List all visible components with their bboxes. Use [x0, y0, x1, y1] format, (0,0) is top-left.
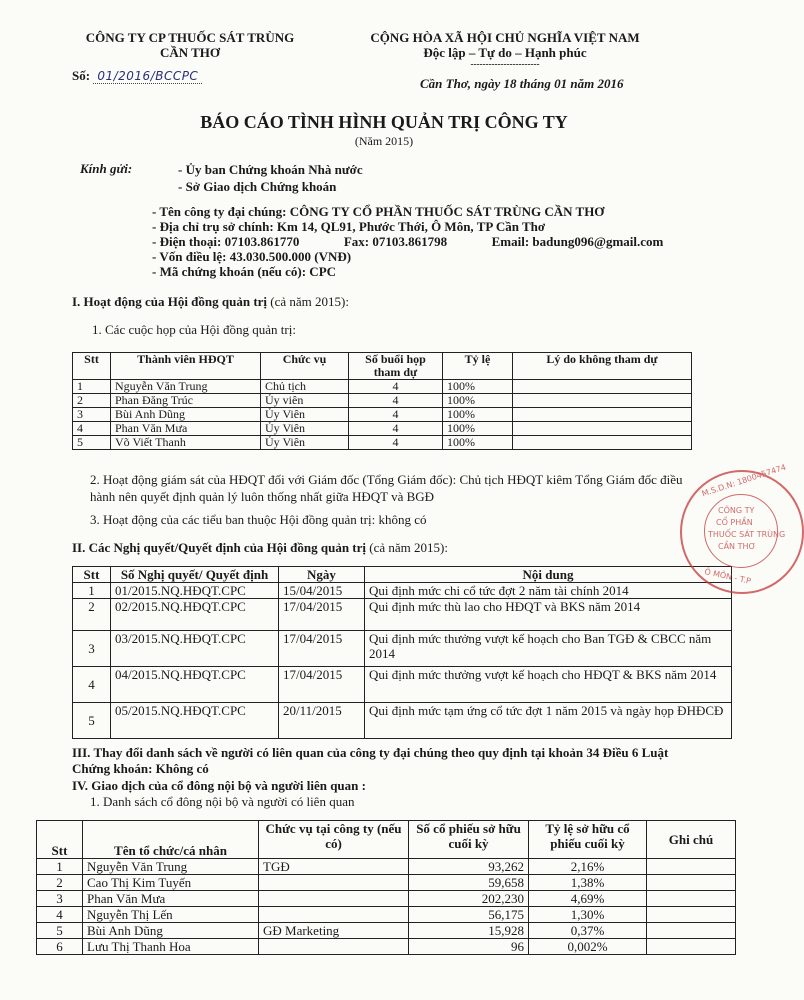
table-cell: 2 — [73, 599, 111, 631]
table-cell — [647, 907, 736, 923]
table-row — [73, 422, 692, 436]
seal-text: CÔNG TY — [718, 506, 755, 515]
table-cell: Nguyễn Văn Trung — [83, 859, 259, 875]
table-cell: Bùi Anh Dũng — [111, 408, 261, 422]
table-cell: Qui định mức thù lao cho HĐQT và BKS năm 2014 — [365, 599, 732, 631]
section-3-line: III. Thay đổi danh sách về người có liên quan của công ty đại chúng theo quy định tại khoản 34 Điều 6 Luật — [72, 745, 669, 760]
board-meetings-table — [72, 352, 692, 450]
table-cell — [647, 859, 736, 875]
table-cell: 100% — [443, 394, 513, 408]
table-row — [73, 380, 692, 394]
column-header: Ngày — [279, 567, 365, 583]
column-header: Số Nghị quyết/ Quyết định — [111, 567, 279, 583]
section-1-item-2-line: 2. Hoạt động giám sát của HĐQT đối với Giám đốc (Tổng Giám đốc): Chủ tịch HĐQT kiêm Tổng Giám đốc điều — [90, 472, 683, 487]
table-cell: Ủy Viên — [261, 436, 349, 450]
table-cell — [513, 394, 692, 408]
table-cell: 59,658 — [409, 875, 529, 891]
table-cell: 15,928 — [409, 923, 529, 939]
section-2-heading — [72, 540, 448, 556]
resolutions-table — [72, 566, 732, 739]
table-cell: 2 — [37, 875, 83, 891]
table-cell: Phan Văn Mưa — [111, 422, 261, 436]
table-row — [73, 408, 692, 422]
document-number — [72, 68, 202, 84]
national-title: CỘNG HÒA XÃ HỘI CHỦ NGHĨA VIỆT NAM — [370, 30, 640, 45]
column-header: Tỷ lệ — [443, 353, 513, 380]
table-cell: 56,175 — [409, 907, 529, 923]
document-number-value: 01/2016/BCCPC — [93, 69, 202, 84]
section-1-item-2 — [90, 471, 730, 505]
table-cell: Qui định mức tạm ứng cổ tức đợt 1 năm 2015 và ngày họp ĐHĐCĐ — [365, 703, 732, 739]
table-cell: 2 — [73, 394, 111, 408]
recipients-label: Kính gửi: — [80, 161, 133, 176]
section-1-heading — [72, 294, 349, 310]
column-header: Stt — [37, 821, 83, 859]
table-cell: TGĐ — [259, 859, 409, 875]
table-cell: 4 — [37, 907, 83, 923]
table-cell — [647, 923, 736, 939]
table-cell: Nguyễn Thị Lến — [83, 907, 259, 923]
table-cell: Phan Đăng Trúc — [111, 394, 261, 408]
section-2-title: II. Các Nghị quyết/Quyết định của Hội đồng quản trị — [72, 540, 367, 555]
table-cell: 20/11/2015 — [279, 703, 365, 739]
table-cell: 4 — [349, 408, 443, 422]
table-cell — [259, 875, 409, 891]
table-cell: Bùi Anh Dũng — [83, 923, 259, 939]
section-1-title: I. Hoạt động của Hội đồng quản trị — [72, 294, 268, 309]
company-email: Email: badung096@gmail.com — [491, 234, 664, 249]
table-cell: 3 — [73, 631, 111, 667]
section-3 — [72, 745, 752, 777]
recipient-item: - Ủy ban Chứng khoán Nhà nước — [178, 162, 363, 177]
table-row — [37, 923, 736, 939]
table-cell: Chủ tịch — [261, 380, 349, 394]
company-phone: - Điện thoại: 07103.861770 — [152, 234, 300, 249]
table-cell: 17/04/2015 — [279, 667, 365, 703]
report-title: BÁO CÁO TÌNH HÌNH QUẢN TRỊ CÔNG TY — [200, 112, 568, 132]
table-cell: Qui định mức chi cổ tức đợt 2 năm tài chính 2014 — [365, 583, 732, 599]
table-cell: GĐ Marketing — [259, 923, 409, 939]
company-info — [152, 204, 752, 279]
table-header-row — [73, 353, 692, 380]
company-ticker: - Mã chứng khoán (nếu có): CPC — [152, 264, 337, 279]
table-cell: Võ Viết Thanh — [111, 436, 261, 450]
table-cell: 0,002% — [529, 939, 647, 955]
table-cell — [513, 408, 692, 422]
column-header: Chức vụ tại công ty (nếu có) — [259, 821, 409, 859]
table-cell: 17/04/2015 — [279, 599, 365, 631]
report-subtitle: (Năm 2015) — [354, 134, 414, 148]
table-row — [73, 631, 732, 667]
table-cell: 93,262 — [409, 859, 529, 875]
section-1-item-3: 3. Hoạt động của các tiểu ban thuộc Hội đồng quản trị: không có — [90, 512, 427, 527]
table-cell: 6 — [37, 939, 83, 955]
table-cell: 4,69% — [529, 891, 647, 907]
table-cell: 4 — [349, 436, 443, 450]
table-cell: 5 — [37, 923, 83, 939]
document-number-label: Số: — [72, 68, 91, 83]
table-cell: 4 — [349, 422, 443, 436]
table-cell: 05/2015.NQ.HĐQT.CPC — [111, 703, 279, 739]
column-header: Số buổi họp tham dự — [349, 353, 443, 380]
table-cell: 02/2015.NQ.HĐQT.CPC — [111, 599, 279, 631]
table-cell — [259, 907, 409, 923]
table-header-row — [73, 567, 732, 583]
company-name: - Tên công ty đại chúng: CÔNG TY CỔ PHẦN THUỐC SÁT TRÙNG CẦN THƠ — [152, 204, 605, 219]
table-cell: 1 — [37, 859, 83, 875]
table-cell: Qui định mức thưởng vượt kế hoạch cho HĐQT & BKS năm 2014 — [365, 667, 732, 703]
table-cell: 5 — [73, 436, 111, 450]
table-cell: 3 — [73, 408, 111, 422]
section-1-note: (cả năm 2015): — [267, 294, 349, 309]
column-header: Số cổ phiếu sở hữu cuối kỳ — [409, 821, 529, 859]
table-cell — [513, 422, 692, 436]
table-cell: Ủy Viên — [261, 422, 349, 436]
table-row — [73, 583, 732, 599]
table-cell: 03/2015.NQ.HĐQT.CPC — [111, 631, 279, 667]
company-address: - Địa chỉ trụ sở chính: Km 14, QL91, Phước Thới, Ô Môn, TP Cần Thơ — [152, 219, 546, 234]
seal-text: THUỐC SÁT TRÙNG — [708, 530, 786, 539]
table-cell: Lưu Thị Thanh Hoa — [83, 939, 259, 955]
table-cell — [647, 891, 736, 907]
issuer-company-city: CẦN THƠ — [159, 45, 221, 60]
column-header: Stt — [73, 353, 111, 380]
table-row — [73, 599, 732, 631]
table-cell: Cao Thị Kim Tuyến — [83, 875, 259, 891]
table-cell: Nguyễn Văn Trung — [111, 380, 261, 394]
table-cell: Qui định mức thưởng vượt kế hoạch cho Ban TGĐ & CBCC năm 2014 — [365, 631, 732, 667]
insider-shareholders-table — [36, 820, 736, 955]
table-cell: 01/2015.NQ.HĐQT.CPC — [111, 583, 279, 599]
national-motto: Độc lập – Tự do – Hạnh phúc — [423, 45, 587, 60]
table-cell: 4 — [73, 422, 111, 436]
table-cell: 100% — [443, 408, 513, 422]
table-row — [37, 875, 736, 891]
table-row — [73, 436, 692, 450]
table-cell: 96 — [409, 939, 529, 955]
seal-text: CỔ PHẦN — [716, 518, 753, 527]
document-date: Cần Thơ, ngày 18 tháng 01 năm 2016 — [420, 76, 624, 91]
recipient-item: - Sở Giao dịch Chứng khoán — [178, 179, 337, 194]
table-cell: 1 — [73, 583, 111, 599]
table-cell: Phan Văn Mưa — [83, 891, 259, 907]
table-cell: 4 — [349, 394, 443, 408]
company-seal — [680, 462, 804, 594]
table-cell: 4 — [73, 667, 111, 703]
table-cell — [259, 891, 409, 907]
table-row — [73, 394, 692, 408]
table-cell: 100% — [443, 436, 513, 450]
table-cell: 1,38% — [529, 875, 647, 891]
column-header: Stt — [73, 567, 111, 583]
table-cell: 2,16% — [529, 859, 647, 875]
table-cell: 202,230 — [409, 891, 529, 907]
section-4-heading: IV. Giao dịch của cổ đông nội bộ và người liên quan : — [72, 778, 366, 793]
table-cell: 1 — [73, 380, 111, 394]
issuer-company-name: CÔNG TY CP THUỐC SÁT TRÙNG — [85, 30, 295, 45]
table-cell: 100% — [443, 422, 513, 436]
column-header: Tên tổ chức/cá nhân — [83, 821, 259, 859]
section-1-item-2-line: hành nên quyết định quản lý luôn thống nhất giữa HĐQT và BGĐ — [90, 489, 435, 504]
table-row — [37, 939, 736, 955]
seal-text: CẦN THƠ — [718, 542, 756, 551]
company-contact — [152, 234, 752, 249]
table-cell: 04/2015.NQ.HĐQT.CPC — [111, 667, 279, 703]
recipients-list — [178, 161, 363, 195]
column-header: Nội dung — [365, 567, 732, 583]
column-header: Lý do không tham dự — [513, 353, 692, 380]
table-cell: 100% — [443, 380, 513, 394]
table-cell — [647, 875, 736, 891]
column-header: Tỷ lệ sở hữu cổ phiếu cuối kỳ — [529, 821, 647, 859]
section-4-item-1: 1. Danh sách cổ đông nội bộ và người có liên quan — [90, 794, 355, 809]
section-3-line: Chứng khoán: Không có — [72, 761, 209, 776]
table-cell: 17/04/2015 — [279, 631, 365, 667]
table-row — [37, 859, 736, 875]
table-cell: 1,30% — [529, 907, 647, 923]
table-cell: Ủy viên — [261, 394, 349, 408]
column-header: Ghi chú — [647, 821, 736, 859]
table-row — [73, 667, 732, 703]
table-cell: 0,37% — [529, 923, 647, 939]
section-2-note: (cả năm 2015): — [366, 540, 448, 555]
table-row — [37, 891, 736, 907]
table-cell — [513, 436, 692, 450]
table-row — [73, 703, 732, 739]
seal-text-top: M.S.D.N: 1800457474 — [700, 462, 788, 499]
section-1-item-1: 1. Các cuộc họp của Hội đồng quản trị: — [92, 322, 296, 337]
seal-text-bottom: Ô MÔN - T.P — [703, 567, 752, 586]
column-header: Thành viên HĐQT — [111, 353, 261, 380]
table-cell — [259, 939, 409, 955]
table-cell — [513, 380, 692, 394]
company-fax: Fax: 07103.861798 — [343, 234, 448, 249]
table-cell: Ủy Viên — [261, 408, 349, 422]
table-cell: 3 — [37, 891, 83, 907]
table-header-row — [37, 821, 736, 859]
company-capital: - Vốn điều lệ: 43.030.500.000 (VNĐ) — [152, 249, 352, 264]
column-header: Chức vụ — [261, 353, 349, 380]
motto-rule: ----------------------- — [470, 59, 540, 69]
table-row — [37, 907, 736, 923]
table-cell: 5 — [73, 703, 111, 739]
table-cell: 4 — [349, 380, 443, 394]
table-cell — [647, 939, 736, 955]
table-cell: 15/04/2015 — [279, 583, 365, 599]
